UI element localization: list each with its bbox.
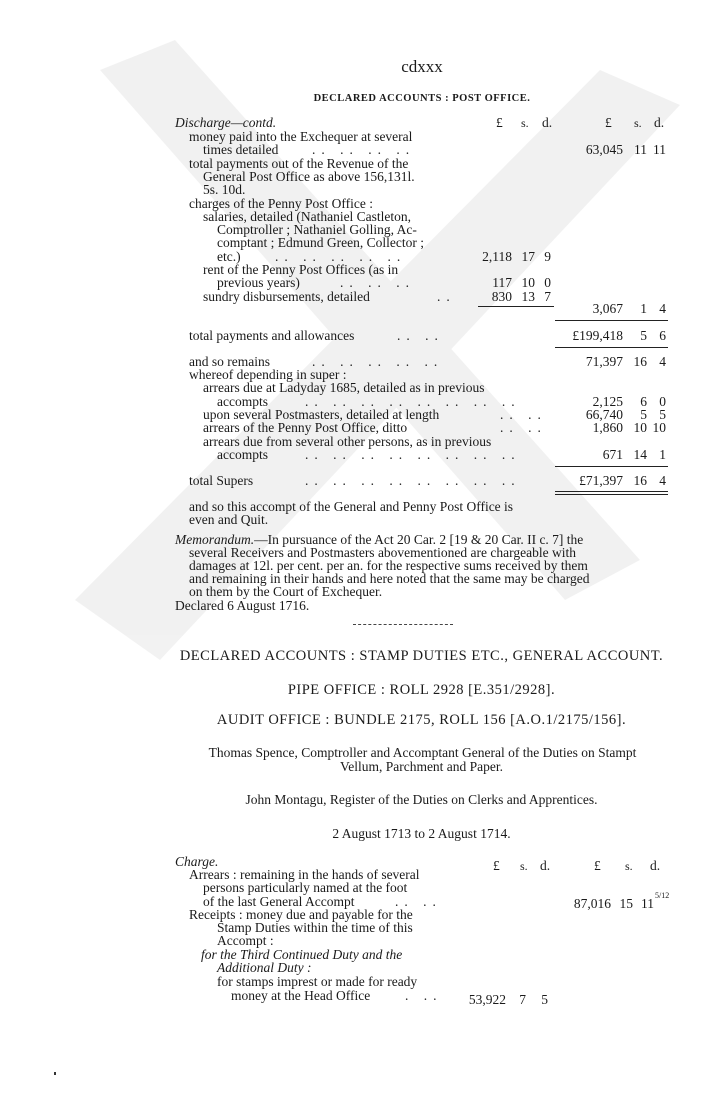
entry-line: Receipts : money due and payable for the	[189, 907, 413, 922]
amount-shillings: 10	[633, 420, 647, 435]
page-number: cdxxx	[401, 57, 443, 76]
amount-shillings: 10	[521, 275, 535, 290]
dot-leader: .. .. .. .. .. .. .. ..	[305, 394, 521, 409]
entry-line: sundry disbursements, detailed	[203, 289, 370, 304]
amount-pounds: 63,045	[585, 142, 623, 157]
entry-line: upon several Postmasters, detailed at length	[203, 407, 440, 422]
entry-line: Comptroller ; Nathaniel Golling, Ac-	[217, 222, 417, 237]
col-head-pound-left: £	[493, 858, 500, 873]
amount-shillings: 17	[521, 249, 535, 264]
entry-line: etc.)	[217, 249, 241, 264]
amount-shillings: 13	[521, 289, 535, 304]
amount-pence: 9	[544, 249, 551, 264]
entry-line: accompts	[217, 447, 268, 462]
dot-leader: .. .. .. ..	[312, 142, 416, 157]
col-head-shilling-left: s.	[520, 859, 528, 873]
amount-shillings: 5	[640, 407, 647, 422]
entry-line: previous years)	[217, 275, 300, 290]
dot-leader: .. .. .. .. ..	[275, 249, 407, 264]
amount-pence: 11	[641, 896, 654, 911]
amount-pounds: 671	[602, 447, 623, 462]
amount-pence: 0	[544, 275, 551, 290]
entry-line: money paid into the Exchequer at several	[189, 129, 413, 144]
entry-line: accompts	[217, 394, 268, 409]
amount-pounds: 53,922	[468, 992, 506, 1007]
amount-pounds: 830	[491, 289, 512, 304]
amount-shillings: 16	[633, 354, 647, 369]
entry-line: comptant ; Edmund Green, Collector ;	[217, 235, 424, 250]
dot-leader: .. .. ..	[340, 275, 415, 290]
amount-shillings: 11	[634, 142, 647, 157]
section-divider	[353, 624, 453, 625]
pipe-office-heading: PIPE OFFICE : ROLL 2928 [E.351/2928].	[287, 682, 556, 698]
dot-leader: . ..	[405, 988, 443, 1003]
amount-pence: 4	[659, 354, 666, 369]
amount-shillings: 1	[640, 301, 647, 316]
amount-pounds: 71,397	[585, 354, 623, 369]
memorandum-line: several Receivers and Postmasters abovementioned are chargeable with	[189, 545, 576, 560]
amount-pounds: £199,418	[572, 328, 623, 343]
double-rule	[555, 491, 668, 495]
col-head-shilling-right: s.	[625, 859, 633, 873]
entry-line: times detailed	[203, 142, 279, 157]
memorandum-line: on them by the Court of Exchequer.	[189, 584, 383, 599]
audit-office-heading: AUDIT OFFICE : BUNDLE 2175, ROLL 156 [A.O.1/2175/156].	[216, 712, 627, 728]
scan-speck	[54, 1072, 56, 1075]
entry-line: 5s. 10d.	[203, 182, 246, 197]
entry-line: for stamps imprest or made for ready	[217, 974, 418, 989]
section-title: DECLARED ACCOUNTS : STAMP DUTIES ETC., GENERAL ACCOUNT.	[179, 648, 664, 664]
amount-pence: 10	[652, 420, 666, 435]
account-period: 2 August 1713 to 2 August 1714.	[332, 826, 511, 841]
entry-line: money at the Head Office	[231, 988, 371, 1003]
amount-pence: 11	[653, 142, 666, 157]
entry-line: Arrears : remaining in the hands of several	[189, 867, 420, 882]
charge-heading: Charge.	[175, 854, 219, 869]
declared-date: Declared 6 August 1716.	[175, 598, 310, 613]
amount-pence: 6	[659, 328, 666, 343]
dot-leader: .. .. .. .. ..	[312, 354, 444, 369]
entry-line: of the last General Accompt	[203, 894, 355, 909]
entry-line: salaries, detailed (Nathaniel Castleton,	[203, 209, 412, 224]
col-head-pence-right: d.	[654, 115, 665, 130]
col-head-pence-right: d.	[650, 858, 661, 873]
amount-pence: 4	[659, 301, 666, 316]
amount-pounds: 3,067	[592, 301, 623, 316]
total-rule	[555, 466, 668, 467]
col-head-pound-right: £	[605, 115, 612, 130]
running-head: DECLARED ACCOUNTS : POST OFFICE.	[313, 93, 531, 104]
amount-pence: 0	[659, 394, 666, 409]
entry-line: total payments and allowances	[189, 328, 355, 343]
amount-shillings: 6	[640, 394, 647, 409]
entry-line: for the Third Continued Duty and the	[201, 947, 403, 962]
total-rule	[555, 320, 668, 321]
amount-pounds: 2,118	[482, 249, 512, 264]
dot-leader: ..	[437, 289, 456, 304]
amount-pounds: 87,016	[573, 896, 611, 911]
entry-line: Accompt :	[217, 933, 274, 948]
entry-line: rent of the Penny Post Offices (as in	[203, 262, 399, 277]
total-rule	[555, 347, 668, 348]
dot-leader: .. .. .. .. .. .. .. ..	[305, 447, 521, 462]
entry-line: total Supers	[189, 473, 254, 488]
discharge-heading: Discharge—contd.	[175, 115, 277, 130]
entry-line: Additional Duty :	[217, 960, 312, 975]
amount-pence: 1	[659, 447, 666, 462]
memorandum-line: damages at 12l. per cent. per an. for the respective sums received by them	[189, 558, 588, 573]
amount-shillings: 15	[619, 896, 633, 911]
amount-pounds: 1,860	[592, 420, 623, 435]
entry-line: total payments out of the Revenue of the	[189, 156, 409, 171]
entry-line: General Post Office as above 156,131l.	[203, 169, 415, 184]
amount-shillings: 7	[519, 992, 526, 1007]
entry-line: Stamp Duties within the time of this	[217, 920, 413, 935]
amount-pounds: 66,740	[585, 407, 623, 422]
memorandum-line: and remaining in their hands and here noted that the same may be charged	[189, 571, 590, 586]
col-head-pound-left: £	[496, 115, 503, 130]
amount-pence: 5	[541, 992, 548, 1007]
entry-line: charges of the Penny Post Office :	[189, 196, 373, 211]
amount-pence: 4	[659, 473, 666, 488]
closing-line: and so this accompt of the General and Penny Post Office is	[189, 499, 514, 514]
col-head-pound-right: £	[594, 858, 601, 873]
amount-shillings: 16	[633, 473, 647, 488]
register-line: John Montagu, Register of the Duties on Clerks and Apprentices.	[245, 792, 598, 807]
col-head-shilling-right: s.	[634, 116, 642, 130]
comptroller-line: Thomas Spence, Comptroller and Accomptant General of the Duties on Stampt	[208, 745, 637, 760]
amount-pounds: 117	[492, 275, 512, 290]
entry-line: persons particularly named at the foot	[203, 880, 408, 895]
dot-leader: .. ..	[500, 420, 547, 435]
entry-line: arrears due at Ladyday 1685, detailed as in previous	[203, 380, 485, 395]
dot-leader: .. ..	[500, 407, 547, 422]
col-head-pence-left: d.	[540, 858, 551, 873]
col-head-pence-left: d.	[542, 115, 553, 130]
closing-line: even and Quit.	[189, 512, 269, 527]
amount-pounds: 2,125	[592, 394, 623, 409]
amount-pounds: £71,397	[579, 473, 623, 488]
entry-line: arrears of the Penny Post Office, ditto	[203, 420, 408, 435]
amount-pence-fraction: 5/12	[655, 891, 670, 900]
amount-shillings: 14	[633, 447, 647, 462]
dot-leader: .. ..	[397, 328, 444, 343]
entry-line: and so remains	[189, 354, 270, 369]
entry-line: whereof depending in super :	[189, 367, 347, 382]
entry-line: arrears due from several other persons, as in previous	[203, 434, 492, 449]
comptroller-line: Vellum, Parchment and Paper.	[339, 759, 504, 774]
amount-shillings: 5	[640, 328, 647, 343]
amount-pence: 5	[659, 407, 666, 422]
dot-leader: .. .. .. .. .. .. .. ..	[305, 473, 521, 488]
memorandum-line: Memorandum.—In pursuance of the Act 20 Car. 2 [19 & 20 Car. II c. 7] the	[175, 532, 584, 547]
dot-leader: .. ..	[395, 894, 442, 909]
col-head-shilling-left: s.	[521, 116, 529, 130]
amount-pence: 7	[544, 289, 551, 304]
